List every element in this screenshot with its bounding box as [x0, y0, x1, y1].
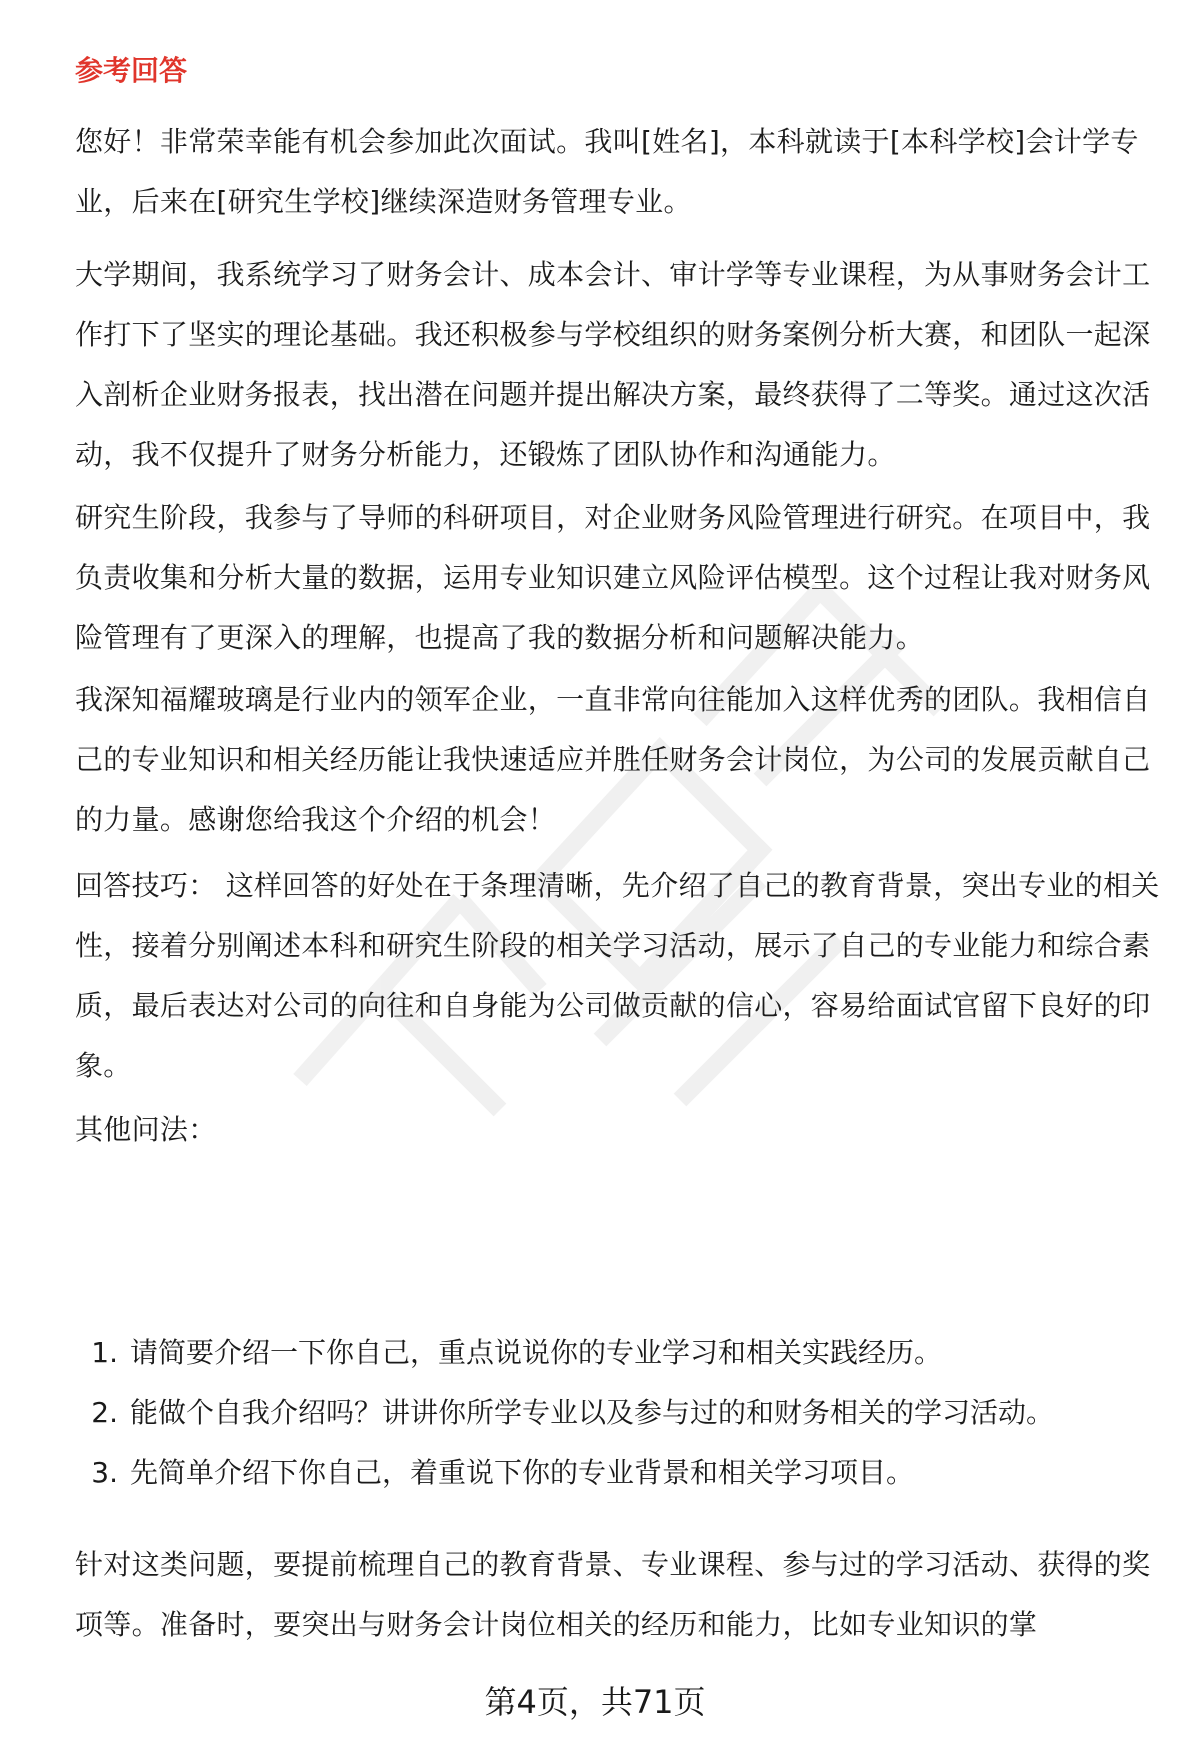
graduate-paragraph: 研究生阶段，我参与了导师的科研项目，对企业财务风险管理进行研究。在项目中，我负责收集和分析大量的数据，运用专业知识建立风险评估模型。这个过程让我对财务风险管理有了更深入的理解，也提高了我的数据分析和问题解决能力。: [75, 501, 1151, 654]
list-text: 请简要介绍一下你自己，重点说说你的专业学习和相关实践经历。: [130, 1336, 943, 1369]
tips-paragraph: 回答技巧： 这样回答的好处在于条理清晰，先介绍了自己的教育背景，突出专业的相关性，接着分别阐述本科和研究生阶段的相关学习活动，展示了自己的专业能力和综合素质，最后表达对公司的向往和自身能为公司做贡献的信心，容易给面试官留下良好的印象。: [75, 869, 1160, 1082]
motivation-paragraph: 我深知福耀玻璃是行业内的领军企业，一直非常向往能加入这样优秀的团队。我相信自己的专业知识和相关经历能让我快速适应并胜任财务会计岗位，为公司的发展贡献自己的力量。感谢您给我这个介绍的机会！: [75, 683, 1151, 836]
list-item: [75, 1443, 1170, 1503]
list-number: 1.: [91, 1336, 118, 1369]
other-questions-label: 其他问法：: [75, 1113, 217, 1146]
list-text: 先简单介绍下你自己，着重说下你的专业背景和相关学习项目。: [130, 1456, 915, 1489]
undergrad-paragraph: 大学期间，我系统学习了财务会计、成本会计、审计学等专业课程，为从事财务会计工作打下了坚实的理论基础。我还积极参与学校组织的财务案例分析大赛，和团队一起深入剖析企业财务报表，找出潜在问题并提出解决方案，最终获得了二等奖。通过这次活动，我不仅提升了财务分析能力，还锻炼了团队协作和沟通能力。: [75, 258, 1151, 471]
list-item: [75, 1323, 1170, 1383]
list-number: 3.: [91, 1456, 118, 1489]
list-number: 2.: [91, 1396, 118, 1429]
alt-question-list: [75, 1323, 1170, 1503]
list-text: 能做个自我介绍吗？讲讲你所学专业以及参与过的和财务相关的学习活动。: [130, 1396, 1055, 1429]
advice-paragraph: 针对这类问题，要提前梳理自己的教育背景、专业课程、参与过的学习活动、获得的奖项等。准备时，要突出与财务会计岗位相关的经历和能力，比如专业知识的掌: [75, 1548, 1151, 1641]
intro-paragraph: 您好！非常荣幸能有机会参加此次面试。我叫[姓名]，本科就读于[本科学校]会计学专业，后来在[研究生学校]继续深造财务管理专业。: [75, 125, 1139, 218]
section-heading: 参考回答: [75, 54, 188, 87]
page-footer: 第4页，共71页: [484, 1683, 706, 1721]
list-item: [75, 1383, 1170, 1443]
